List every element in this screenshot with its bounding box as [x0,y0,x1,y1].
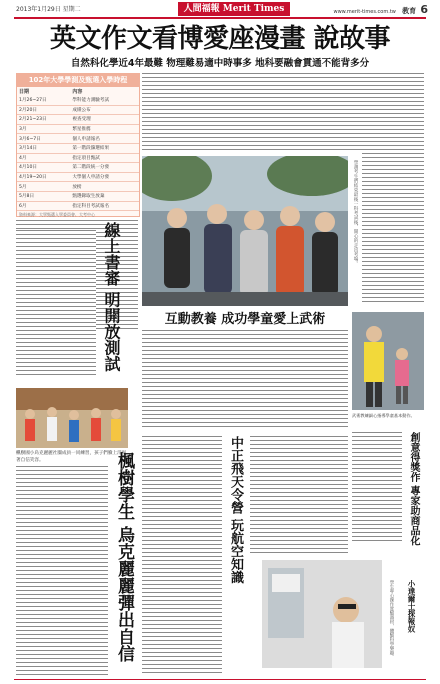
row-content: 成績公布 [70,105,139,115]
table-row [17,172,139,182]
ukulele-photo-illustration [16,388,128,448]
issue-date: 2013年1月29日 星期二 [16,6,81,13]
row-date: 3月14日 [17,143,70,153]
martial-photo-caption: 武術教練細心指導學童基本動作。 [352,413,415,418]
table-row [17,124,139,134]
row-date: 5月8日 [17,191,70,201]
website-url: www.merit-times.com.tw [333,9,396,15]
row-date: 3月 [17,124,70,134]
zhongzheng-body-right [250,436,348,556]
table-row [17,153,139,163]
row-content: 複查受理 [70,115,139,125]
row-content: 第一階段篩選結果 [70,143,139,153]
row-date: 4月19~20日 [17,172,70,182]
row-content: 放榜 [70,182,139,192]
row-content: 個人申請報名 [70,134,139,144]
schedule-table [17,87,139,211]
science-photo [262,560,382,668]
section-name: 教育 [402,7,417,15]
paper-logo: 人間福報 Merit Times [178,2,290,16]
row-content: 指定科目考試報名 [70,201,139,211]
row-date: 3月6~7日 [17,134,70,144]
table-row [17,201,139,211]
science-photo-illustration [262,560,382,668]
schedule-col-content: 內容 [72,89,83,95]
maple-photo [16,388,128,448]
schedule-header [17,87,139,96]
little-scientist-headline: 小達爾士探報奴 [407,580,416,633]
main-photo-caption: 學測考生們結束最後一科考試後，開心的走出考場。 [353,160,358,266]
table-row [17,105,139,115]
online-test-headline: 線上書審 明開放測試 [102,222,121,372]
table-row [17,143,139,153]
science-photo-caption: 學生專心操作實驗器材，體驗科學樂趣。 [389,580,394,660]
main-article-body-right [362,73,424,303]
row-date: 4月10日 [17,163,70,173]
table-row [17,182,139,192]
row-date: 4月 [17,153,70,163]
row-date: 1月26~27日 [17,96,70,105]
maple-headline: 楓樹學生 烏克麗麗彈出自信 [114,452,134,662]
row-content: 學科能力測驗考試 [70,96,139,105]
maple-photo-caption: 楓樹國小烏克麗麗社團成員一同練習，孩子們臉上洋溢著自信笑容。 [16,451,127,463]
creative-body [352,432,402,542]
interactive-body [142,330,348,430]
table-row [17,163,139,173]
online-test-body [16,230,96,378]
row-content: 繁星推薦 [70,124,139,134]
row-content: 甄選錄取生放棄 [70,191,139,201]
main-photo [142,156,348,306]
zhongzheng-headline: 中正飛天令營 玩航空知識 [228,436,243,584]
zhongzheng-body [142,436,222,676]
table-row [17,96,139,105]
schedule-title: 102年大學學測及甄選入學時程 [17,74,139,87]
schedule-box [16,73,140,217]
table-row [17,191,139,201]
main-headline: 英文作文看博愛座漫畫 說故事 [49,24,391,54]
main-subhead: 自然科化學近4年最難 物理難易適中時事多 地科要融會貫通不能背多分 [70,58,370,69]
table-row [17,115,139,125]
maple-body [16,466,108,676]
page-number: 6 [420,3,428,16]
footer-rule [14,679,426,680]
schedule-note: 資料來源：大學甄選入學委員會、大考中心 [19,212,95,218]
schedule-col-date: 日期 [19,89,30,95]
row-date: 2月20日 [17,105,70,115]
martial-photo [352,312,424,410]
creative-headline: 創意得獎作 專家助商品化 [408,432,419,546]
row-content: 指定項目甄試 [70,153,139,163]
row-content: 第二階段統一分發 [70,163,139,173]
interactive-title: 互動教養 成功學童愛上武術 [164,312,326,327]
martial-photo-illustration [352,312,424,410]
students-photo-illustration [142,156,348,306]
interactive-headline [142,308,348,327]
section-label [334,3,429,16]
row-date: 5月 [17,182,70,192]
row-content: 大學個人申請分發 [70,172,139,182]
table-row [17,134,139,144]
row-date: 2月21~23日 [17,115,70,125]
row-date: 6月 [17,201,70,211]
